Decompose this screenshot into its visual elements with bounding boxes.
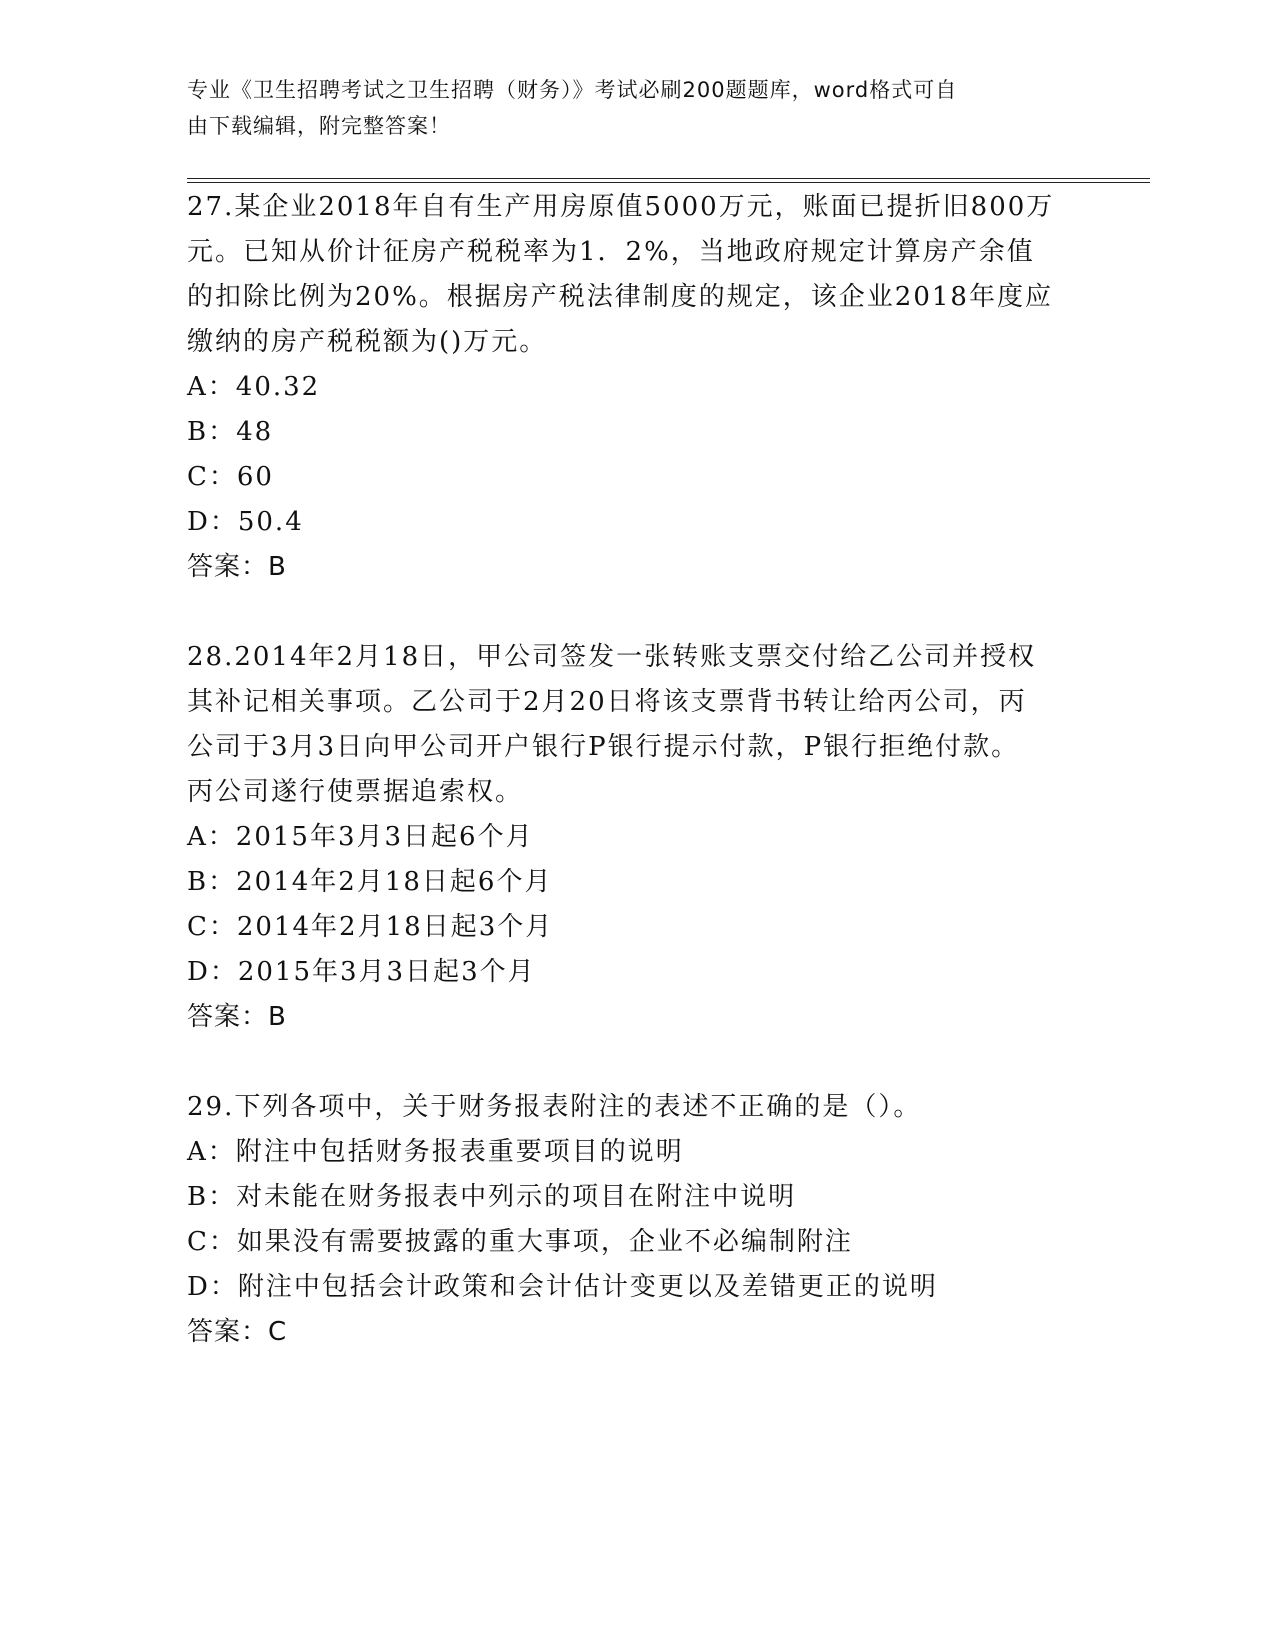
option-d: D：50.4 bbox=[187, 507, 304, 537]
stem-line: 29.下列各项中，关于财务报表附注的表述不正确的是（）。 bbox=[187, 1092, 922, 1122]
stem-line: 元。已知从价计征房产税税率为1．2%，当地政府规定计算房产余值 bbox=[187, 237, 1035, 267]
answer-label: 答案：B bbox=[187, 552, 287, 582]
option-a: A：附注中包括财务报表重要项目的说明 bbox=[187, 1137, 684, 1167]
option-b: B：对未能在财务报表中列示的项目在附注中说明 bbox=[187, 1182, 797, 1212]
answer-label: 答案：B bbox=[187, 1002, 287, 1032]
option-d: D：2015年3月3日起3个月 bbox=[187, 957, 536, 987]
stem-line: 的扣除比例为20%。根据房产税法律制度的规定，该企业2018年度应 bbox=[187, 282, 1053, 312]
option-a: A：2015年3月3日起6个月 bbox=[187, 822, 534, 852]
question-29 bbox=[187, 1085, 1087, 1355]
header-line-1: 专业《卫生招聘考试之卫生招聘（财务）》考试必刷200题题库，word格式可自 bbox=[187, 78, 958, 102]
header-divider-top bbox=[187, 178, 1150, 179]
option-c: C：如果没有需要披露的重大事项，企业不必编制附注 bbox=[187, 1227, 853, 1257]
option-a: A：40.32 bbox=[187, 372, 321, 402]
stem-line: 其补记相关事项。乙公司于2月20日将该支票背书转让给丙公司，丙 bbox=[187, 687, 1027, 717]
answer-label: 答案：C bbox=[187, 1317, 288, 1347]
option-c: C：60 bbox=[187, 462, 274, 492]
stem-line: 公司于3月3日向甲公司开户银行P银行提示付款，P银行拒绝付款。 bbox=[187, 732, 1020, 762]
document-header bbox=[187, 72, 1067, 144]
stem-line: 28.2014年2月18日，甲公司签发一张转账支票交付给乙公司并授权 bbox=[187, 642, 1037, 672]
option-b: B：48 bbox=[187, 417, 274, 447]
option-c: C：2014年2月18日起3个月 bbox=[187, 912, 554, 942]
option-d: D：附注中包括会计政策和会计估计变更以及差错更正的说明 bbox=[187, 1272, 938, 1302]
header-line-2: 由下载编辑，附完整答案！ bbox=[187, 114, 451, 138]
stem-line: 缴纳的房产税税额为()万元。 bbox=[187, 327, 548, 357]
question-27 bbox=[187, 185, 1087, 590]
question-stem bbox=[187, 635, 1087, 815]
header-divider-bottom bbox=[187, 182, 1150, 183]
option-b: B：2014年2月18日起6个月 bbox=[187, 867, 553, 897]
question-stem bbox=[187, 185, 1087, 365]
stem-line: 丙公司遂行使票据追索权。 bbox=[187, 777, 524, 807]
stem-line: 27.某企业2018年自有生产用房原值5000万元，账面已提折旧800万 bbox=[187, 192, 1055, 222]
question-stem bbox=[187, 1085, 1087, 1130]
question-28 bbox=[187, 635, 1087, 1040]
